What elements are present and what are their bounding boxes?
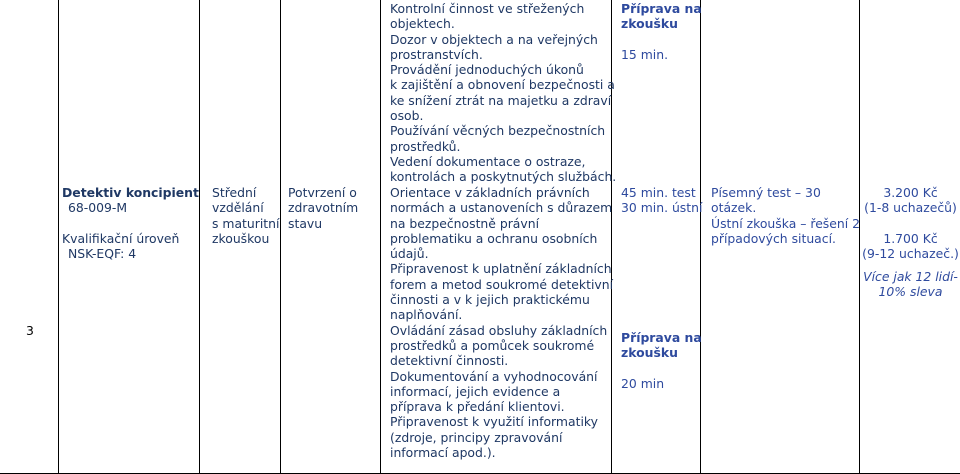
competence-line: na bezpečnostně právní [390,215,540,231]
competence-line: příprava k předání klientovi. [390,399,565,415]
competence-line: normách a ustanoveních s důrazem [390,200,613,216]
competences-bottom [390,185,613,460]
column-divider [280,0,281,474]
prep-value: 20 min [621,375,665,391]
competence-line: Používání věcných bezpečnostních [390,123,606,139]
competence-line: Dokumentování a vyhodnocování [390,368,598,384]
competence-line: objektech. [390,16,455,32]
education-cell [212,185,279,246]
time-exam [621,185,702,216]
prep-label: Příprava na [621,1,702,16]
competence-line: Dozor v objektech a na veřejných [390,31,598,47]
competence-line: činnosti a v k jejich praktickému [390,292,590,308]
test-time: 45 min. test [621,185,696,200]
competence-line: forem a metod soukromé detektivní [390,276,614,292]
education-line: zkouškou [212,230,270,246]
price-1: 3.200 Kč [883,185,938,200]
qualification-level-value: NSK-EQF: 4 [68,245,137,261]
oral-time: 30 min. ústní [621,200,703,216]
qualification-cell [62,185,199,261]
price-1-note: (1-8 uchazečů) [864,200,957,216]
qualification-title: Detektiv koncipient [62,185,199,200]
health-line: Potvrzení o [288,185,357,200]
competence-line: informací apod.). [390,445,496,461]
competence-line: detektivní činnosti. [390,353,509,369]
competence-line: (zdroje, principy zpravování [390,429,563,445]
competence-line: naplňování. [390,307,463,323]
competence-line: osob. [390,108,424,124]
competences-top [390,1,616,185]
competence-line: kontrolách a poskytnutých službách. [390,169,617,185]
health-line: zdravotním [288,200,359,216]
column-divider [380,0,381,474]
column-divider [700,0,701,474]
exam-form-line: Ústní zkouška – řešení 2 [711,215,861,231]
competence-line: Kontrolní činnost ve střežených [390,1,585,16]
time-prep-bottom [621,330,702,391]
competence-line: Připravenost k využití informatiky [390,414,598,430]
education-line: vzdělání [212,200,264,216]
qualification-level-label: Kvalifikační úroveň [62,230,180,246]
price-cell [861,185,960,300]
competence-line: údajů. [390,246,429,262]
prep-label: Příprava na [621,330,702,345]
price-2: 1.700 Kč [883,230,938,246]
competence-line: informací, jejich evidence a [390,383,561,399]
qualification-code: 68-009-M [68,200,128,216]
competence-line: Vedení dokumentace o ostraze, [390,153,586,169]
discount-line: Více jak 12 lidí- [863,269,958,285]
health-line: stavu [288,215,323,231]
column-divider [199,0,200,474]
row-number: 3 [26,323,34,338]
exam-form-cell [711,185,860,246]
competence-line: prostranstvích. [390,46,483,62]
prep-value: 15 min. [621,46,669,62]
competence-line: prostředků a pomůcek soukromé [390,337,595,353]
price-2-note: (9-12 uchazeč.) [862,245,959,261]
health-cell [288,185,358,231]
column-divider [58,0,59,474]
competence-line: prostředků. [390,138,461,154]
competence-line: Ovládání zásad obsluhy základních [390,322,608,338]
competence-line: k zajištění a obnovení bezpečnosti a [390,77,615,93]
competence-line: Orientace v základních právních [390,185,590,200]
prep-label: zkoušku [621,345,678,361]
exam-form-line: otázek. [711,200,757,216]
education-line: Střední [212,185,257,200]
competence-line: problematiku a ochranu osobních [390,230,598,246]
competence-line: Provádění jednoduchých úkonů [390,62,584,78]
education-line: s maturitní [212,215,280,231]
exam-form-line: případových situací. [711,230,836,246]
competence-line: Připravenost k uplatnění základních [390,261,612,277]
prep-label: zkoušku [621,16,678,32]
discount-line: 10% sleva [878,284,943,300]
exam-form-line: Písemný test – 30 [711,185,821,200]
competence-line: ke snížení ztrát na majetku a zdraví [390,92,612,108]
time-prep-top [621,1,702,62]
